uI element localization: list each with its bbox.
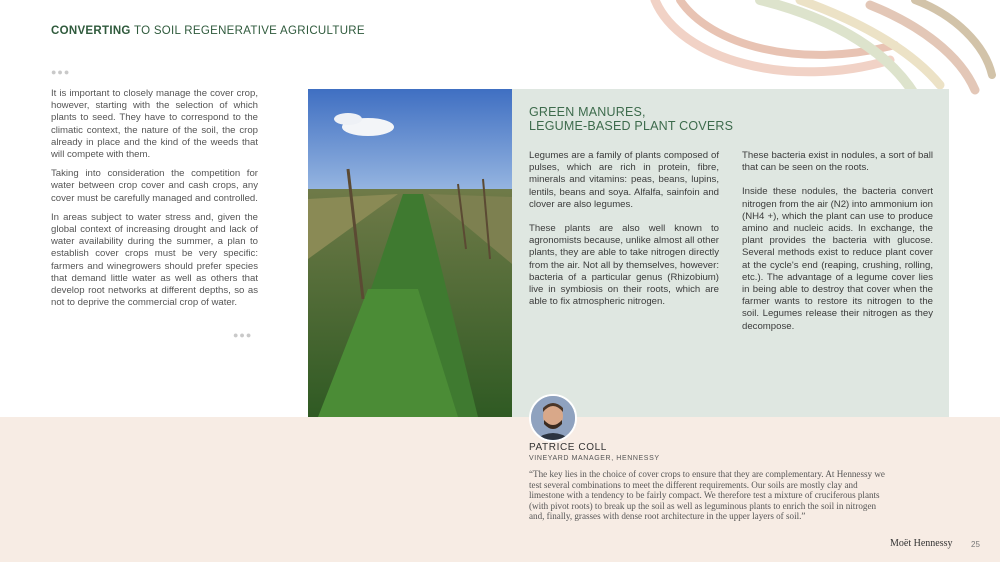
brand-logo: Moët Hennessy <box>890 538 953 549</box>
quote-text: “The key lies in the choice of cover crops to ensure that they are complementary. At Hennessy we test several combinations to meet the different requirements. Our soils are mostly clay and limestone with a tendency to be fairly compact. We therefore test a mixture of cruciferous plants (with pivot roots) to break up the soil as well as leguminous plants to enrich the soil in nitrogen and, finally, grasses with dense root architecture in the upper layers of soil.” <box>529 469 885 522</box>
panel-column-2 <box>742 150 933 345</box>
left-paragraph: In areas subject to water stress and, given the global context of increasing drought and lack of water availability during the summer, a plan to establish cover crops must be very specific: farmers and winegrowers should prefer species that demand little water as well as others that develop root networks at different depths, so as not to deprive the commercial crop of water. <box>51 211 258 309</box>
page-number: 25 <box>971 540 980 549</box>
panel-paragraph: Legumes are a family of plants composed of pulses, which are rich in protein, fibre, minerals and vitamins: peas, beans, lupins, lentils, beans and soya. Alfalfa, sainfoin and clover are also legumes. <box>529 150 719 210</box>
panel-paragraph: These plants are also well known to agronomists because, unlike almost all other plants, they are able to take nitrogen directly from the air. Not all by themselves, however: bacteria of a particular genus (Rhizobium) live in symbiosis on their roots, which are able to fix atmospheric nitrogen. <box>529 223 719 308</box>
left-paragraph: Taking into consideration the competition for water between crop cover and cash crops, any cover must be carefully managed and controlled. <box>51 168 258 204</box>
quote-author-role: VINEYARD MANAGER, HENNESSY <box>529 455 660 462</box>
dots-divider-bottom: ●●● <box>233 330 253 340</box>
left-paragraph: It is important to closely manage the cover crop, however, starting with the selection of which plants to seed. They have to correspond to the climatic context, the nature of the soil, the crop already in place and the kind of the weeds that will compete with them. <box>51 88 258 161</box>
panel-title-line2: LEGUME-BASED PLANT COVERS <box>529 119 734 133</box>
panel-paragraph: These bacteria exist in nodules, a sort of ball that can be seen on the roots. <box>742 150 933 174</box>
panel-title-line1: GREEN MANURES, <box>529 105 646 119</box>
dots-divider-top: ●●● <box>51 67 71 77</box>
header-bold: CONVERTING <box>51 25 131 37</box>
quote-author-name: PATRICE COLL <box>529 442 607 453</box>
panel-paragraph: Inside these nodules, the bacteria convert nitrogen from the air (N2) into ammonium ion (NH4 +), which the plant can use to produce amino and nucleic acids. In exchange, the plant provides the bacteria with glucose. Several methods exist to reduce plant cover at the cycle's end (reaping, crushing, rolling, etc.). The advantage of a legume cover lies in being able to destroy that cover when the farmer wants to restore its nitrogen to the soil. Legumes release their nitrogen as they decompose. <box>742 186 933 332</box>
left-column <box>51 88 258 316</box>
vineyard-photo <box>308 89 512 417</box>
avatar <box>529 394 577 442</box>
section-header <box>51 25 365 37</box>
panel-title <box>529 105 733 133</box>
header-rest: TO SOIL REGENERATIVE AGRICULTURE <box>130 25 365 37</box>
panel-column-1 <box>529 150 719 320</box>
